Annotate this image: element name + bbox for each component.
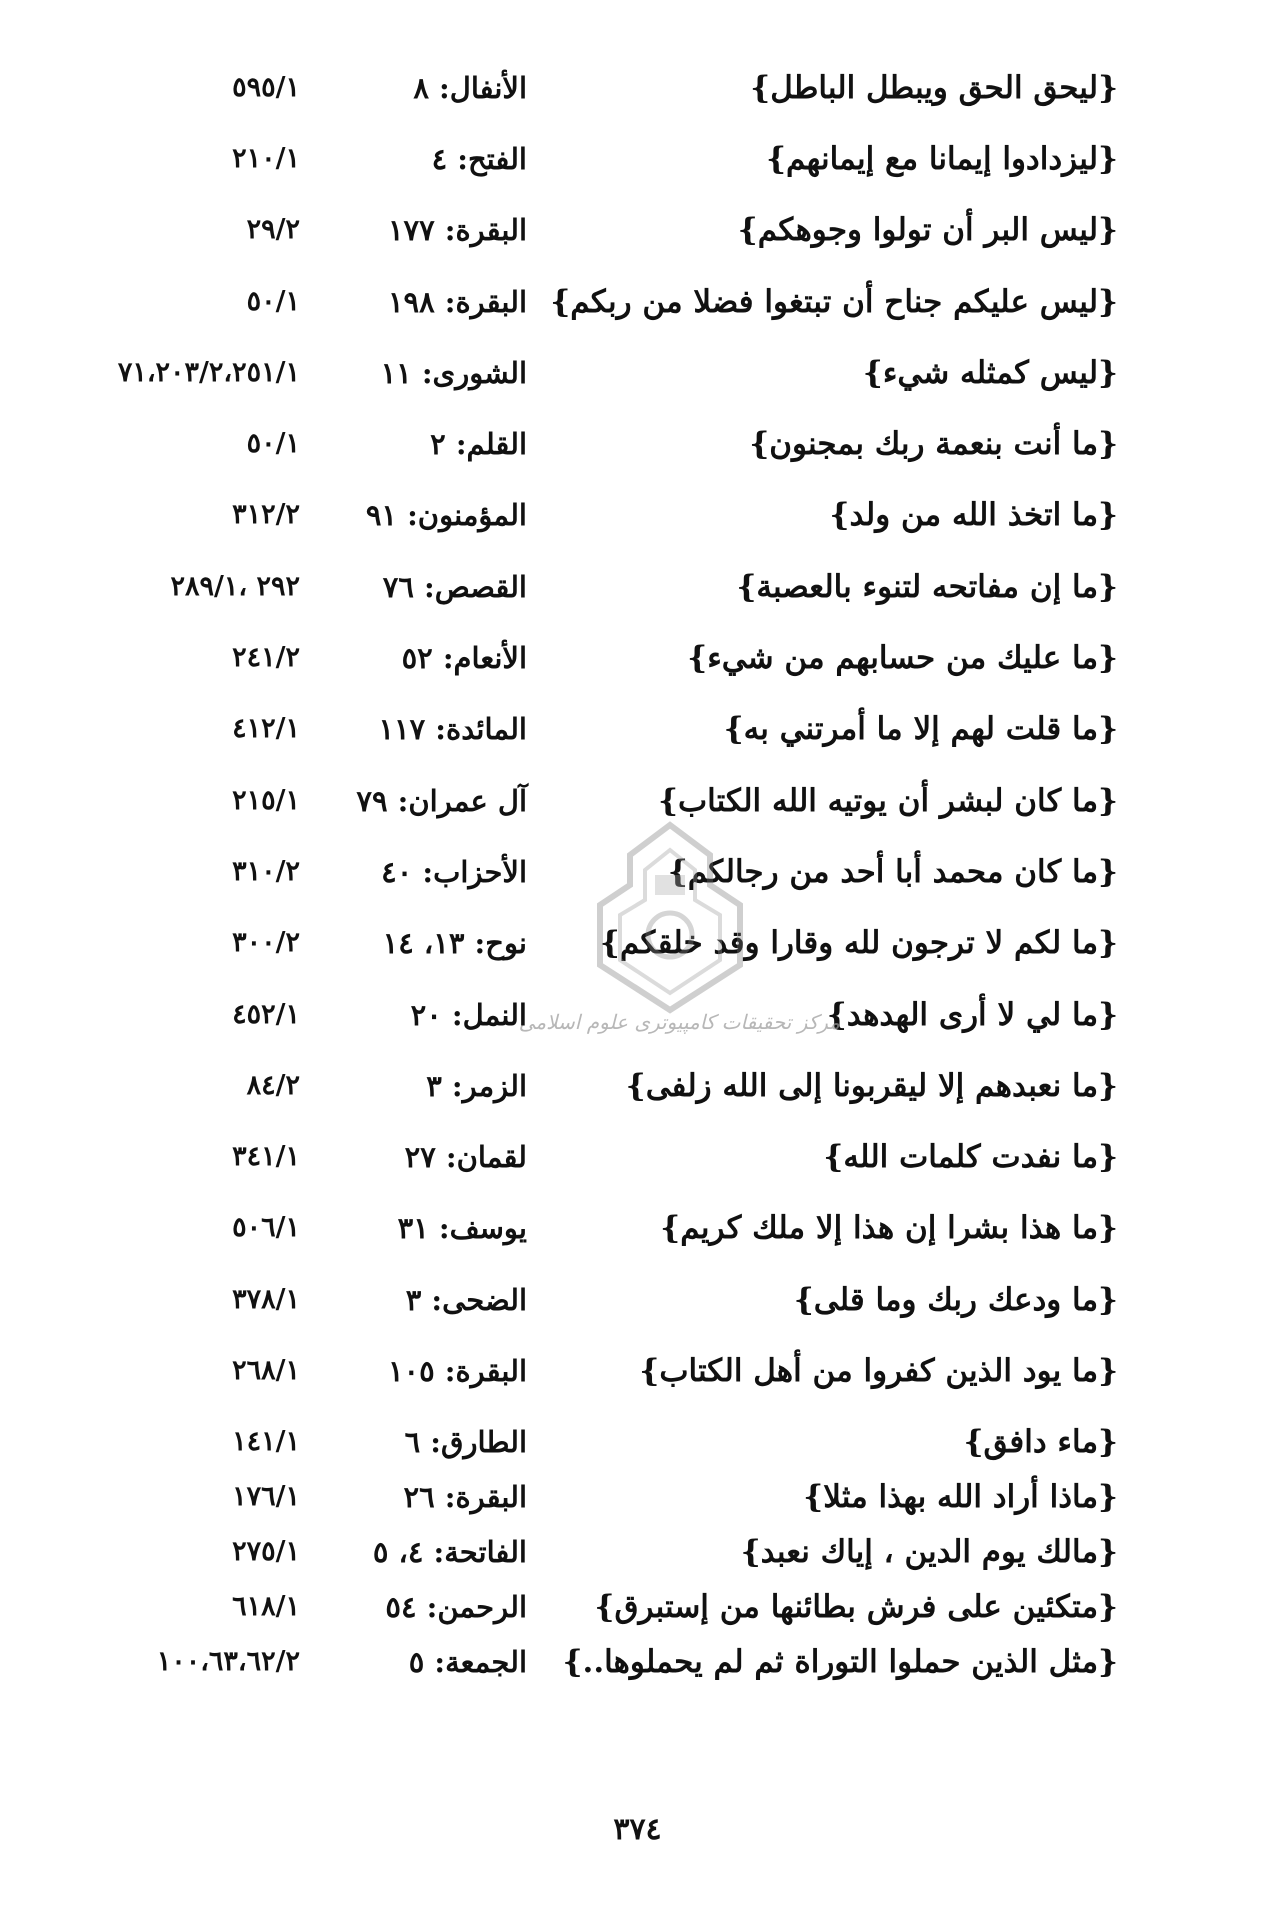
volume-page-reference: ٢٩٢ ،٢٨٩/١: [170, 571, 300, 602]
verse-text: {ما كان محمد أبا أحد من رجالكم}: [667, 854, 1118, 890]
volume-page-reference: ٨٤/٢: [246, 1070, 300, 1101]
verse-text: {ما يود الذين كفروا من أهل الكتاب}: [639, 1353, 1118, 1389]
volume-page-reference: ٦١٨/١: [232, 1591, 300, 1622]
verse-text: {ما قلت لهم إلا ما أمرتني به}: [723, 711, 1118, 747]
verse-text: {ليس كمثله شيء}: [862, 355, 1118, 391]
surah-reference: يوسف: ٣١: [397, 1211, 527, 1245]
surah-reference: المائدة: ١١٧: [378, 712, 527, 746]
verse-text: {ما لكم لا ترجون لله وقارا وقد خلقكم}: [599, 925, 1118, 961]
surah-reference: النمل: ٢٠: [410, 998, 527, 1032]
volume-page-reference: ١٠٠،٦٣،٦٢/٢: [156, 1646, 300, 1677]
surah-reference: الزمر: ٣: [426, 1069, 527, 1103]
surah-reference: الطارق: ٦: [404, 1425, 527, 1459]
volume-page-reference: ٣٧٨/١: [232, 1284, 300, 1315]
surah-reference: المؤمنون: ٩١: [365, 498, 527, 532]
verse-text: {ما نعبدهم إلا ليقربونا إلى الله زلفى}: [625, 1068, 1118, 1104]
verse-text: {ما لي لا أرى الهدهد}: [826, 997, 1118, 1033]
surah-reference: نوح: ١٣، ١٤: [382, 926, 527, 960]
volume-page-reference: ٥٠/١: [246, 286, 300, 317]
volume-page-reference: ٢٤١/٢: [232, 642, 300, 673]
index-entry: [0, 628, 1275, 688]
verse-text: {ليس عليكم جناح أن تبتغوا فضلا من ربكم}: [550, 284, 1118, 320]
surah-reference: الجمعة: ٥: [408, 1645, 527, 1679]
index-entry: [0, 1467, 1275, 1527]
index-entry: [0, 343, 1275, 403]
surah-reference: الأنعام: ٥٢: [401, 641, 527, 675]
volume-page-reference: ٥٩٥/١: [232, 72, 300, 103]
watermark-logo: [560, 815, 780, 1025]
volume-page-reference: ٣١٢/٢: [232, 499, 300, 530]
surah-reference: الضحى: ٣: [405, 1283, 527, 1317]
verse-text: {ما أنت بنعمة ربك بمجنون}: [749, 426, 1118, 462]
surah-reference: القصص: ٧٦: [382, 570, 527, 604]
verse-text: {مالك يوم الدين ، إياك نعبد}: [740, 1534, 1118, 1570]
volume-page-reference: ٣٤١/١: [232, 1141, 300, 1172]
index-entry: [0, 129, 1275, 189]
verse-text: {ما نفدت كلمات الله}: [823, 1139, 1118, 1175]
surah-reference: لقمان: ٢٧: [404, 1140, 527, 1174]
volume-page-reference: ١٤١/١: [232, 1426, 300, 1457]
surah-reference: الرحمن: ٥٤: [385, 1590, 527, 1624]
surah-reference: البقرة: ٢٦: [403, 1480, 527, 1514]
verse-text: {ما هذا بشرا إن هذا إلا ملك كريم}: [660, 1210, 1118, 1246]
surah-reference: القلم: ٢: [430, 427, 527, 461]
verse-text: {ما إن مفاتحه لتنوء بالعصبة}: [736, 569, 1118, 605]
surah-reference: البقرة: ١٠٥: [387, 1354, 527, 1388]
index-entry: [0, 1056, 1275, 1116]
verse-text: {ليس البر أن تولوا وجوهكم}: [737, 212, 1118, 248]
volume-page-reference: ٧١،٢٠٣/٢،٢٥١/١: [117, 357, 300, 388]
surah-reference: الأحزاب: ٤٠: [381, 855, 527, 889]
index-entry: [0, 272, 1275, 332]
volume-page-reference: ١٧٦/١: [232, 1481, 300, 1512]
volume-page-reference: ٣١٠/٢: [232, 856, 300, 887]
index-entry: [0, 1522, 1275, 1582]
index-entry: [0, 699, 1275, 759]
index-entry: [0, 485, 1275, 545]
volume-page-reference: ٢١٠/١: [232, 143, 300, 174]
verse-text: {مثل الذين حملوا التوراة ثم لم يحملوها..}: [562, 1644, 1118, 1680]
surah-reference: الفاتحة: ٤، ٥: [372, 1535, 527, 1569]
verse-text: {متكئين على فرش بطائنها من إستبرق}: [594, 1589, 1118, 1625]
surah-reference: البقرة: ١٧٧: [387, 213, 527, 247]
verse-text: {ما كان لبشر أن يوتيه الله الكتاب}: [658, 783, 1118, 819]
index-entry: [0, 1341, 1275, 1401]
verse-text: {ماذا أراد الله بهذا مثلا}: [803, 1479, 1118, 1515]
index-entry: [0, 1412, 1275, 1472]
watermark-text: مركز تحقیقات کامپیوتری علوم اسلامی: [518, 1010, 840, 1034]
verse-text: {ماء دافق}: [963, 1424, 1118, 1460]
index-entry: [0, 1270, 1275, 1330]
index-entry: [0, 1198, 1275, 1258]
index-entry: [0, 200, 1275, 260]
volume-page-reference: ٥٠/١: [246, 428, 300, 459]
verse-text: {ما اتخذ الله من ولد}: [829, 497, 1118, 533]
verse-text: {ليزدادوا إيمانا مع إيمانهم}: [766, 141, 1118, 177]
index-entry: [0, 1127, 1275, 1187]
verse-text: {ما ودعك ربك وما قلى}: [793, 1282, 1118, 1318]
surah-reference: آل عمران: ٧٩: [356, 784, 527, 818]
verse-text: {ليحق الحق ويبطل الباطل}: [750, 70, 1118, 106]
index-entry: [0, 1632, 1275, 1692]
index-entry: [0, 58, 1275, 118]
volume-page-reference: ٣٠٠/٢: [232, 927, 300, 958]
surah-reference: الفتح: ٤: [431, 142, 527, 176]
volume-page-reference: ٢٧٥/١: [232, 1536, 300, 1567]
index-entry: [0, 557, 1275, 617]
volume-page-reference: ٢١٥/١: [232, 785, 300, 816]
surah-reference: الأنفال: ٨: [413, 71, 527, 105]
volume-page-reference: ٤٥٢/١: [232, 999, 300, 1030]
volume-page-reference: ٤١٢/١: [232, 713, 300, 744]
verse-text: {ما عليك من حسابهم من شيء}: [687, 640, 1118, 676]
index-entry: [0, 1577, 1275, 1637]
surah-reference: الشورى: ١١: [380, 356, 527, 390]
surah-reference: البقرة: ١٩٨: [387, 285, 527, 319]
page-number: ٣٧٤: [613, 1812, 662, 1847]
volume-page-reference: ٢٩/٢: [246, 214, 300, 245]
index-entry: [0, 414, 1275, 474]
volume-page-reference: ٢٦٨/١: [232, 1355, 300, 1386]
volume-page-reference: ٥٠٦/١: [232, 1212, 300, 1243]
